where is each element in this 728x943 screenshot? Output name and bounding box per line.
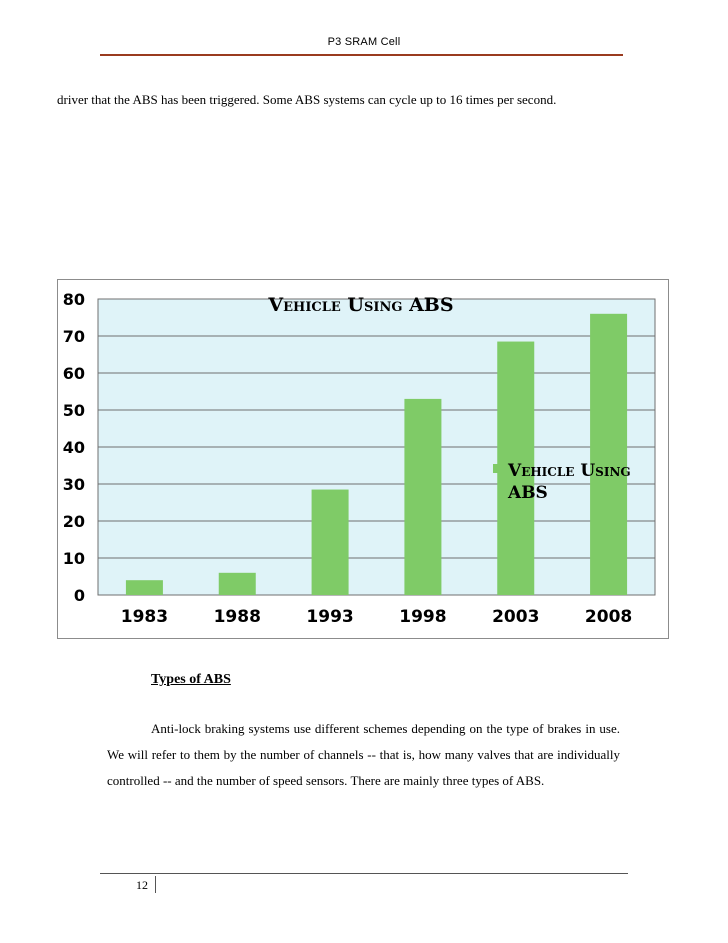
section-heading: Types of ABS [151, 672, 231, 687]
y-tick-label: 20 [62, 512, 85, 531]
y-tick-label: 60 [62, 364, 85, 383]
bar-chart [58, 280, 668, 638]
legend-label: ABS [508, 483, 548, 503]
x-tick-label: 1983 [120, 607, 169, 627]
x-tick-label: 2008 [584, 607, 633, 627]
y-tick-label: 80 [62, 290, 85, 309]
page-number: 12 [136, 878, 148, 892]
legend-label: Vehicle Using [508, 461, 631, 481]
page-number-divider [155, 876, 156, 893]
body-text-line: driver that the ABS has been triggered. Some ABS systems can cycle up to 16 times per second. [57, 92, 557, 107]
x-tick-label: 1993 [306, 607, 354, 627]
y-tick-label: 40 [62, 438, 85, 457]
y-tick-label: 0 [73, 586, 85, 605]
y-tick-label: 70 [62, 327, 85, 346]
page-header-title: P3 SRAM Cell [327, 36, 401, 48]
chart-container [57, 279, 669, 639]
bar-2008 [590, 314, 627, 595]
y-tick-label: 30 [62, 475, 85, 494]
x-tick-label: 2003 [492, 607, 540, 627]
bar-1998 [404, 399, 441, 595]
header-rule [100, 54, 623, 56]
bar-1993 [312, 490, 349, 595]
y-tick-label: 50 [62, 401, 85, 420]
y-tick-label: 10 [62, 549, 85, 568]
x-tick-label: 1988 [213, 607, 261, 627]
section-paragraph [107, 716, 620, 794]
bar-1983 [126, 580, 163, 595]
paragraph-text: Anti-lock braking systems use different schemes depending on the type of brakes in use. We will refer to them by the number of channels -- that is, how many valves that are individually controlled -- and the number of speed sensors. There are mainly three types of ABS. [107, 721, 620, 788]
legend-swatch [493, 464, 502, 473]
bar-1988 [219, 573, 256, 595]
x-tick-label: 1998 [399, 607, 447, 627]
chart-title: Vehicle Using ABS [268, 294, 454, 316]
footer-rule [100, 873, 628, 874]
